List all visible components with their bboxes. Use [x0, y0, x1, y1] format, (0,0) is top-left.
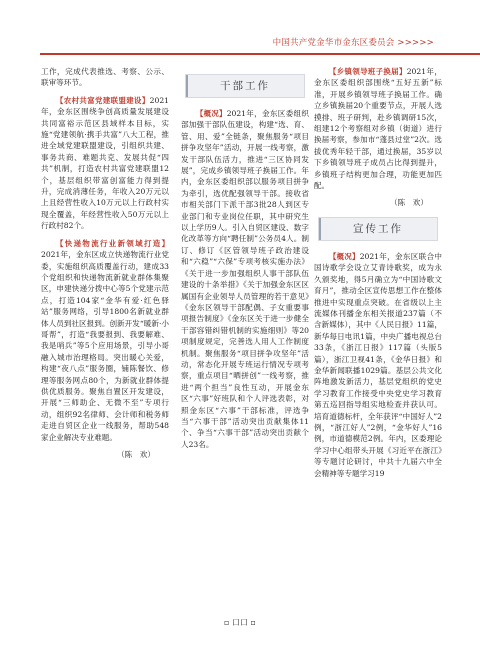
section-heading: 【乡镇领导班子换届】 [329, 67, 407, 76]
section-body: 2021年，金东区围绕争创高质量发展建设共同富裕示范区县域样本目标，实施“党建领航·携手共富”八大工程，推进全域党建联盟建设，引组织共建、事务共商、难题共克、发展共促“四共”机制，打造农村共富党建联盟12个，基层组织带富创富能力得到提升，完成消薄任务，年收入20万元以上且经营性收入10万元以上行政村实现全覆盖，年经营性收入50万元以上行政村82个。 [41, 95, 169, 231]
section-township-election [314, 66, 442, 191]
column-right [314, 66, 442, 479]
section-heading: 【农村共富党建联盟建设】 [56, 95, 150, 105]
section-body: 2021年，金东区委组织部围绕“五好五新”标准，开展乡镇领导班子换届工作。确立乡镇换届20个重要节点，开展人选摸排、班子研判，赴乡镇调研15次，组建12个考察组对乡镇（街道）进行换届考察，参加市“蓬县过堂”2次。选拔优秀年轻干部，通过换届，35岁以下乡镇领导班子成员占比得到提升，乡镇班子结构更加合理，功能更加匹配。 [314, 67, 442, 191]
section-body: 2021年，金东区委组织部加强干部队伍建设，构建“选、育、管、用、爱”全链条，聚焦服务“项目拼争攻坚年”活动，开展一线考察，激发干部队伍活力，推进“三区协同发展”，完成乡镇领导班子换届工作。年内，金东区委组织部以服务项目拼争为牵引，选优配强领导干部。接收省市相关部门下派干部3批28人到区专业部门和专业岗位任职，其中研究生以上学历9人。引入自贸区建设、数字化改革等方向“聘任制”公务员4人。制订、修订《区管领导班子政治建设和“六稳”“六保”专项考核实施办法》《关于进一步加强组织人事干部队伍建设的十条举措》《关于加强金东区区属国有企业领导人员管理的若干意见》《金东区领导干部配偶、子女重要事项报告制度》《金东区关于进一步健全干部容错纠错机制的实施细则》等20项制度规定，完善选人用人工作制度机制。聚焦服务“项目拼争攻坚年”活动，常态化开展专班运行情况专项考察，重点项目“晒拼创”一线考察，推进“两个担当”良性互动，开展金东区“六事”好班队和个人评选表彰，对照金东区“六事”干部标准，评选争当“六事干部”活动突出贡献集体11个、争当“六事干部”活动突出贡献个人23名。 [181, 109, 309, 449]
section-heading: 【快递物流行业新领域打造】 [56, 238, 169, 248]
header-rule [40, 53, 480, 55]
column-middle [181, 66, 309, 450]
section-banner-cadre-work: 干部工作 [185, 74, 305, 98]
section-rural-alliance [41, 95, 169, 232]
section-body: 2021年，金东区联合中国诗歌学会设立艾青诗歌奖，成为永久颁奖地，得5月确立为“中国诗歌文育月”，推动全区宣传思想工作在整体推进中实现重点突破。在省级以上主流媒体刊播金东相关报道237篇（不含新媒体），其中《人民日报》11篇，新华每日电讯1篇，中央广播电视总台33条，《浙江日报》117篇（头版5篇），浙江卫视41条，《金华日报》和金华新闻联播1029篇。基层公共文化阵地激发新活力，基层党组织的党史学习教育工作接受中央党史学习教育第五巡回指导组实地检查并获认可。培育道德标杆，全年获评“中国好人”2例，“浙江好人”2例，“金华好人”16例，市道德模范2例。年内，区委理论学习中心组带头开展《习近平在浙江》等专题讨论研讨，中共十九届六中全会精神等专题学习19 [314, 251, 442, 478]
section-heading: 【概况】 [196, 109, 227, 118]
section-cadre-overview [181, 108, 309, 450]
section-express-logistics [41, 238, 169, 443]
continued-paragraph: 工作，完成代表推选、考察、公示、联审等环节。 [41, 67, 169, 88]
section-heading: 【概况】 [329, 251, 360, 261]
section-publicity-overview [314, 251, 442, 479]
running-header-title: 中国共产党金华市金东区委员会 >>>>> [272, 38, 434, 48]
page-footer: ▫ 口口 ▫ [224, 618, 256, 627]
column-left [41, 66, 169, 460]
section-banner-publicity-work: 宣传工作 [318, 217, 438, 241]
author-byline: （陈 欢） [390, 198, 428, 208]
author-byline: （陈 欢） [117, 450, 155, 459]
section-body: 2021年，金东区成立快递物流行业党委，实施组织高质覆盖行动，建成33个党组织和快递物流新就业群体集聚区，申建快递分拨中心等5个党建示范点，打造104家“金华有爱·红色驿站”服务网络，引导1800名新就业群体人员到社区报到。创新开发“暖新·小哥帮”，打造“我要报到、我要解难、我是哨兵”等5个应用场景，引导小哥融入城市治理格局。突出暖心关爱，构建“夜八点”服务圈，铺陈餐饮、修理等服务网点80个，为新就业群体提供优质服务。聚焦自置区开发建设，开展“三师助企、无微不至”专项行动，组织92名律师、会计师和税务师走进自贸区企业一线服务，帮助548家企业解决专业难题。 [41, 250, 169, 442]
